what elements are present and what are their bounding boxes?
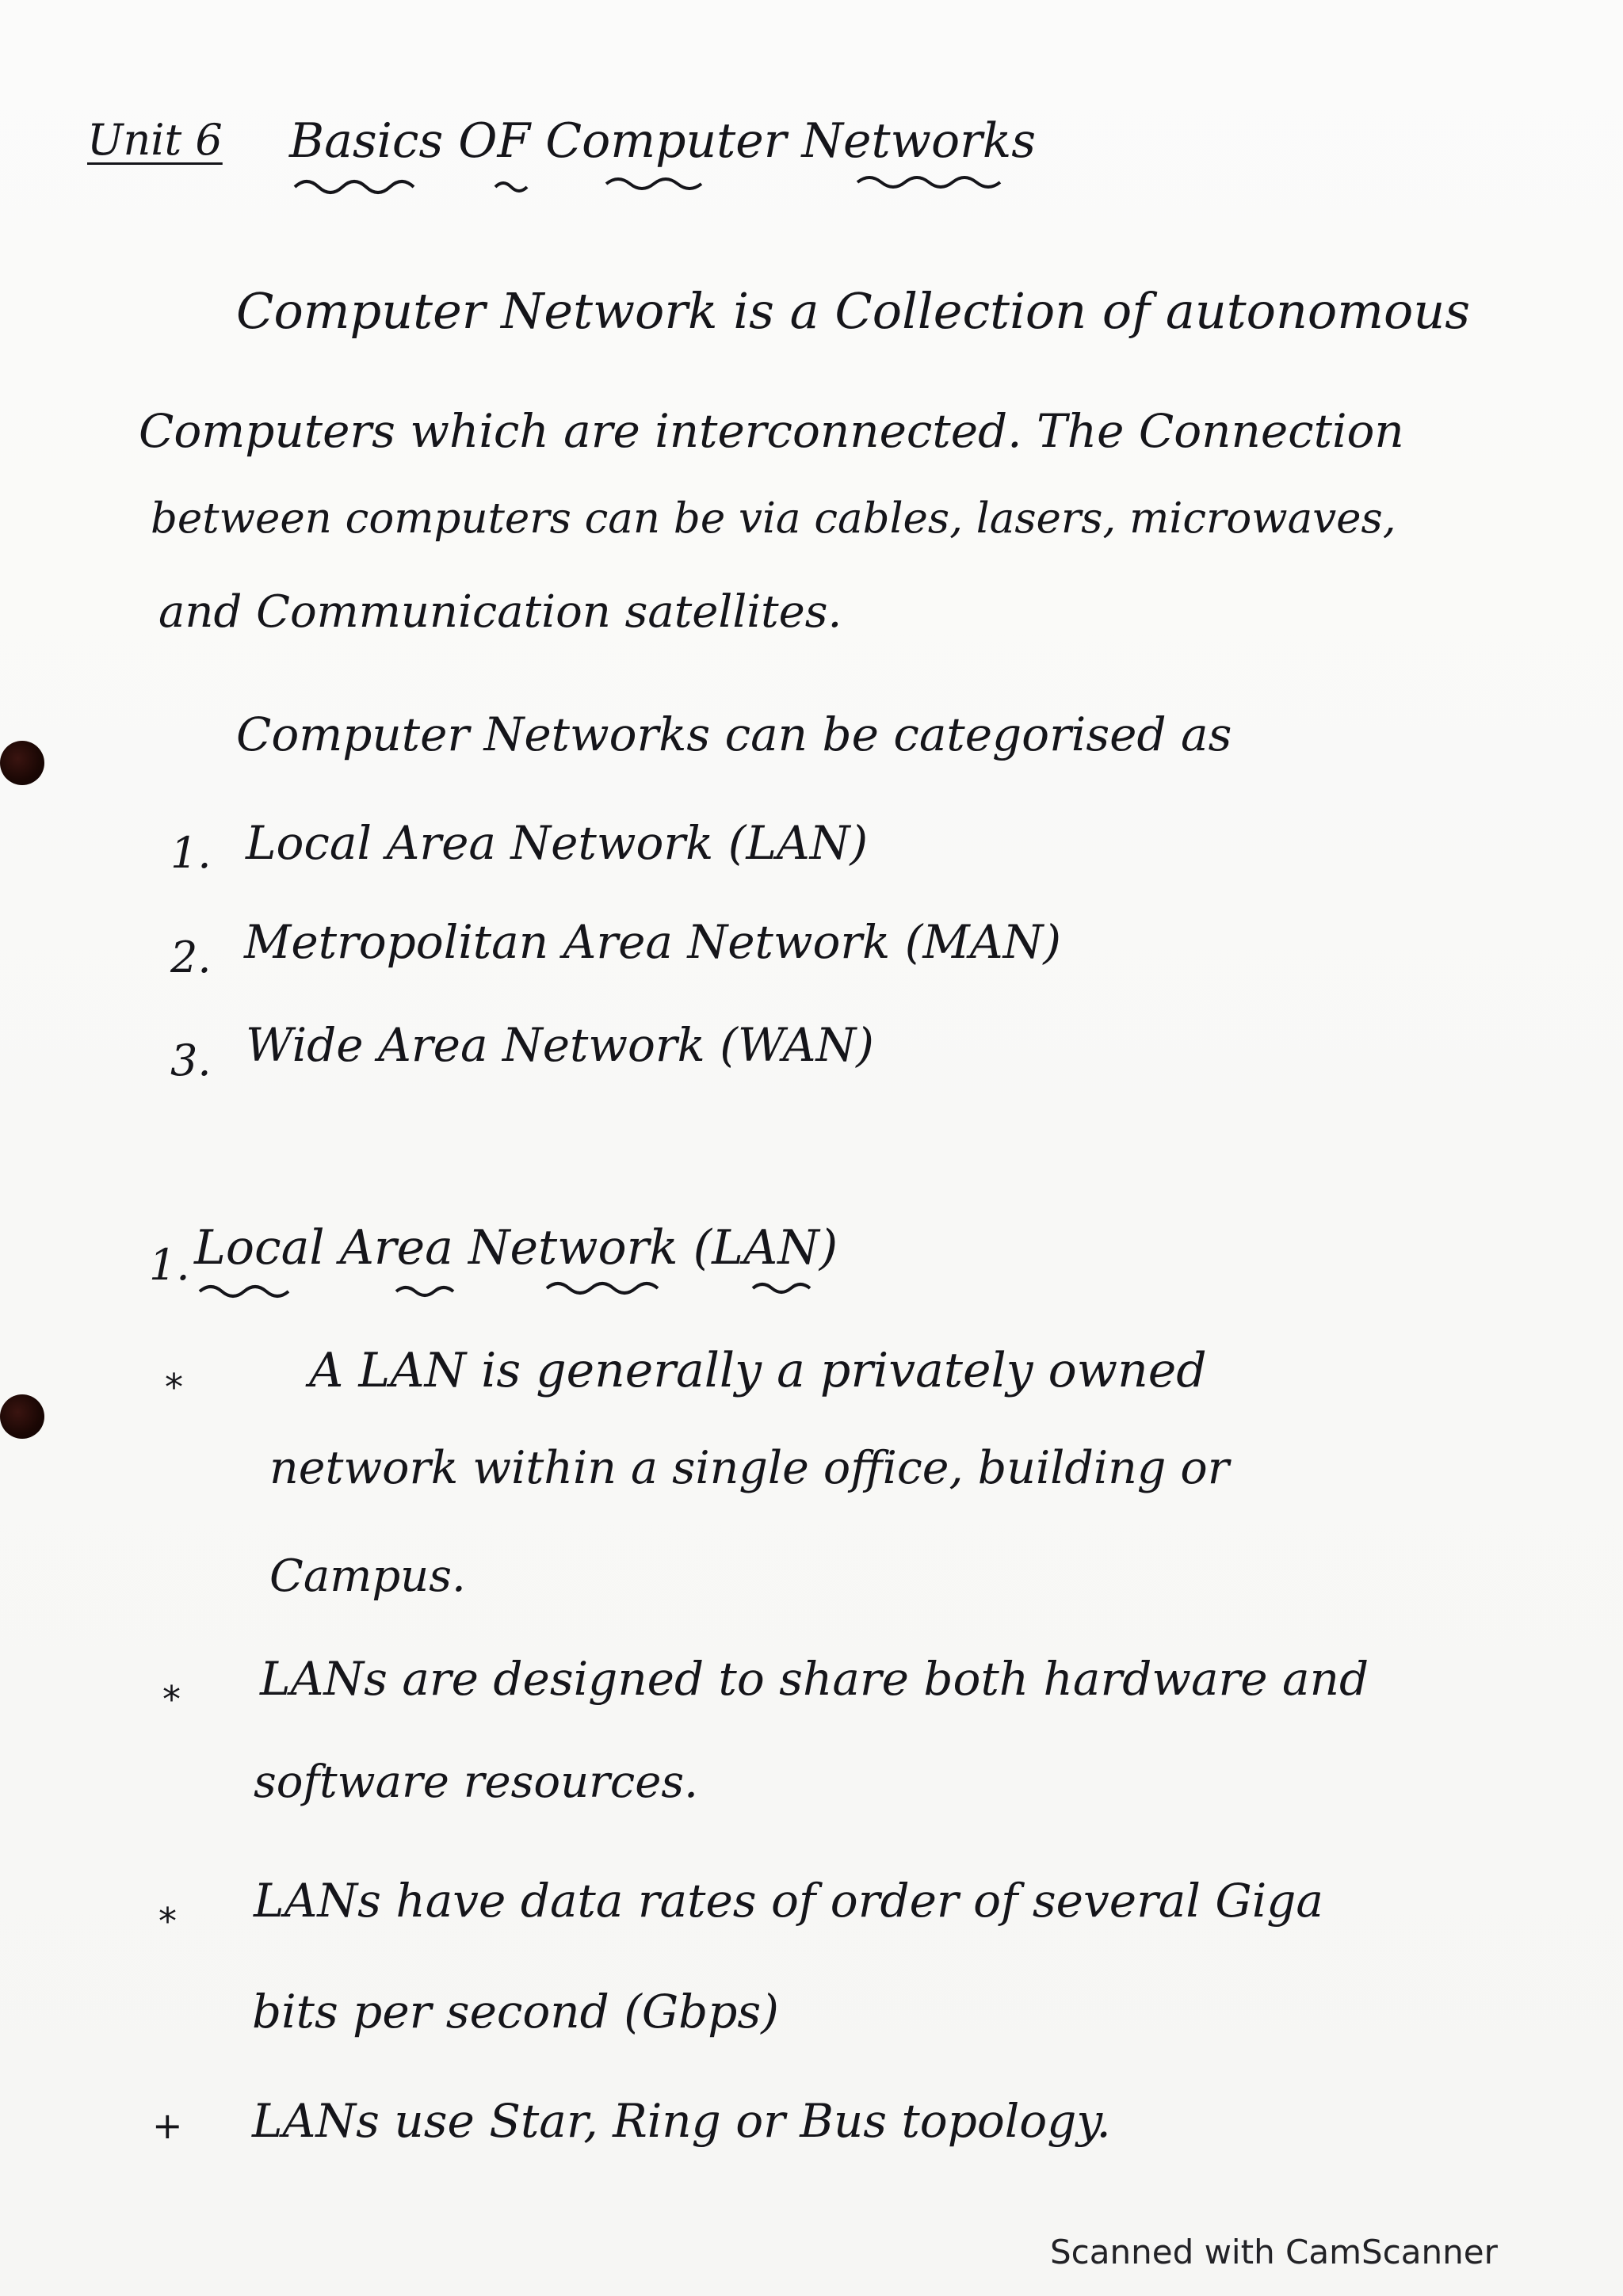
unit-label: Unit 6 [87,115,223,165]
category-number: 1. [170,828,212,878]
category-item-lan: Local Area Network (LAN) [246,816,869,870]
intro-line-1: Computer Network is a Collection of autonomous [236,282,1471,340]
category-item-man: Metropolitan Area Network (MAN) [244,915,1061,969]
bullet-1-line-1: A LAN is generally a privately owned [309,1343,1207,1398]
category-number: 2. [170,933,212,982]
bullet-marker: * [158,1900,177,1943]
bullet-2-line-1: LANs are designed to share both hardware and [260,1652,1369,1706]
intro-line-2: Computers which are interconnected. The Connection [139,404,1404,458]
bullet-2-line-2: software resources. [254,1756,698,1808]
bullet-marker: * [165,1366,183,1409]
bullet-marker: + [152,2104,183,2147]
binder-hole-top [0,741,44,785]
intro-line-3: between computers can be via cables, lasers, microwaves, [151,494,1396,543]
category-item-wan: Wide Area Network (WAN) [246,1018,874,1072]
bullet-marker: * [162,1678,181,1721]
intro-line-4: and Communication satellites. [158,586,842,638]
bullet-3-line-1: LANs have data rates of order of several Giga [254,1874,1323,1928]
bullet-1-line-2: network within a single office, building or [269,1442,1229,1494]
bullet-1-line-3: Campus. [269,1550,466,1602]
section-heading-lan: Local Area Network (LAN) [194,1220,838,1276]
title-squiggle-underline [293,173,1086,204]
bullet-4-line-1: LANs use Star, Ring or Bus topology. [252,2094,1111,2148]
section-number: 1. [149,1240,190,1290]
scanner-watermark: Scanned with CamScanner [1050,2233,1498,2271]
page-title: Basics OF Computer Networks [289,113,1036,169]
bullet-3-line-2: bits per second (Gbps) [252,1985,779,2039]
section-heading-squiggle [198,1277,911,1309]
categories-intro: Computer Networks can be categorised as [236,707,1232,761]
binder-hole-bottom [0,1394,44,1439]
category-number: 3. [170,1035,212,1085]
